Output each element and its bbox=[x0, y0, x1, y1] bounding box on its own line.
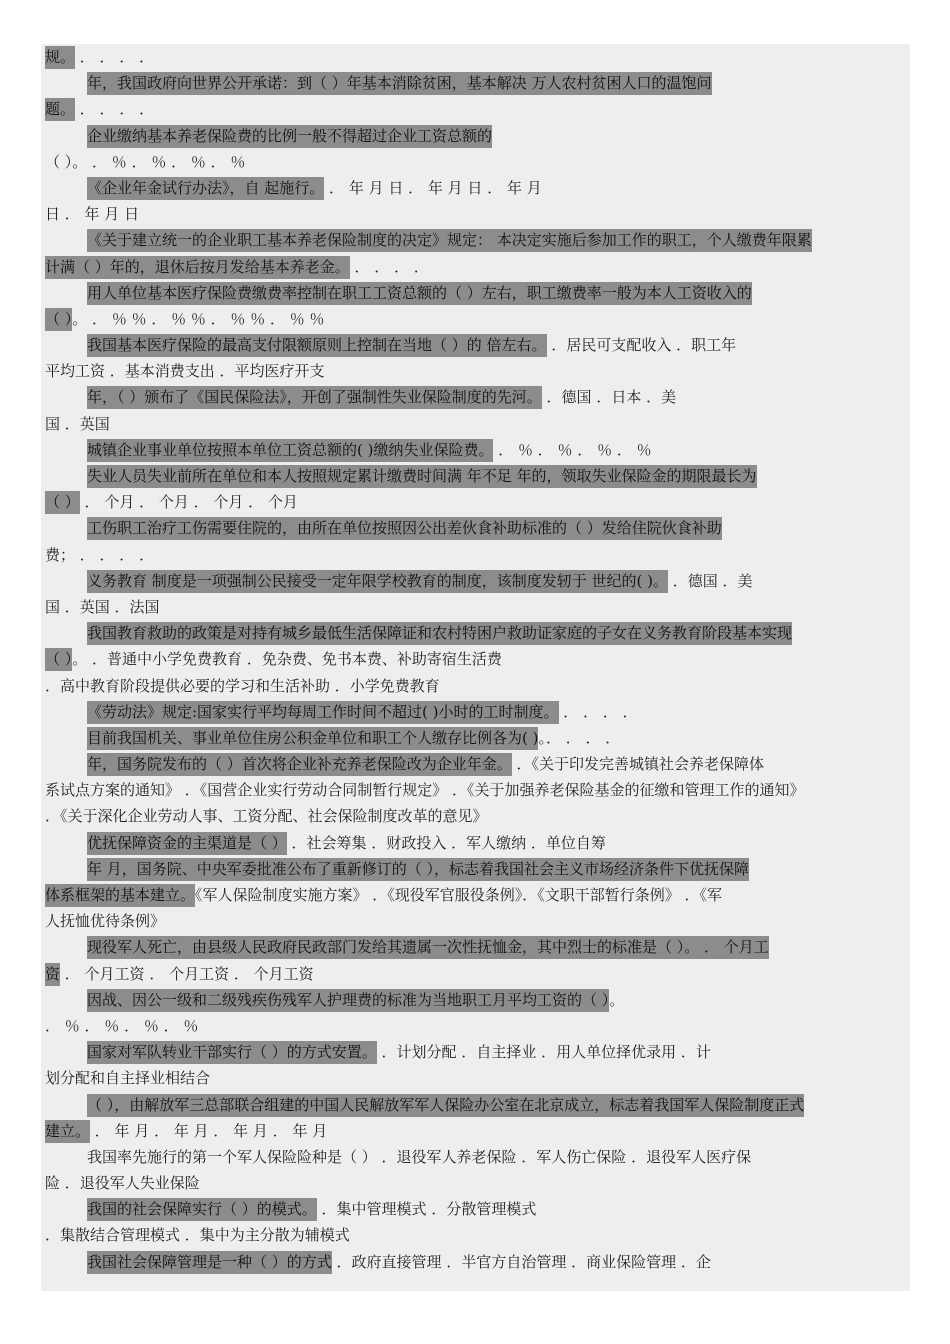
text-line bbox=[41, 1039, 910, 1065]
text-line bbox=[41, 699, 910, 725]
highlighted-question: 建立。 bbox=[45, 1120, 90, 1143]
text-line bbox=[41, 1092, 910, 1118]
answer-options: 人抚恤优待条例》 bbox=[45, 912, 166, 931]
highlighted-question: 国家对军队转业干部实行（ ）的方式安置。 bbox=[87, 1041, 377, 1064]
answer-options: ． ． ． ． bbox=[75, 100, 155, 119]
text-line bbox=[41, 725, 910, 751]
answer-options: ．居民可支配收入 ．职工年 bbox=[546, 336, 737, 355]
highlighted-question: 义务教育 制度是一项强制公民接受一定年限学校教育的制度，该制度发轫于 世纪的( )。 bbox=[87, 570, 668, 593]
answer-options: 险 ．退役军人失业保险 bbox=[45, 1174, 200, 1193]
highlighted-question: （ ），由解放军三总部联合组建的中国人民解放军军人保险办公室在北京成立，标志着我国军人保险制度正式 bbox=[87, 1094, 804, 1117]
highlighted-question: 用人单位基本医疗保险费缴费率控制在职工工资总额的（ ）左右，职工缴费率一般为本人工资收入的 bbox=[87, 282, 752, 305]
highlighted-question: 目前我国机关、事业单位住房公积金单位和职工个人缴存比例各为( ) bbox=[87, 727, 538, 750]
text-line bbox=[41, 1196, 910, 1222]
text-line bbox=[41, 934, 910, 960]
text-line bbox=[41, 411, 910, 437]
highlighted-question: 资 bbox=[45, 963, 60, 986]
text-line bbox=[41, 830, 910, 856]
text-line bbox=[41, 1118, 910, 1144]
answer-options: ．集散结合管理模式 ．集中为主分散为辅模式 bbox=[45, 1226, 350, 1245]
text-line bbox=[41, 751, 910, 777]
answer-options: 系试点方案的通知》 ．《国营企业实行劳动合同制暂行规定》 ．《关于加强养老保险基金的征缴和管理工作的通知》 bbox=[45, 781, 805, 800]
answer-options: ．《关于印发完善城镇社会养老保障体 bbox=[511, 755, 765, 774]
highlighted-question: 年，（ ）颁布了《国民保险法》，开创了强制性失业保险制度的先河。 bbox=[87, 386, 542, 409]
highlighted-question: 我国基本医疗保险的最高支付限额原则上控制在当地（ ）的 倍左右。 bbox=[87, 334, 547, 357]
answer-options: ．计划分配 ．自主择业 ．用人单位择优录用 ．计 bbox=[376, 1043, 711, 1062]
answer-options: ．德国 ．美 bbox=[668, 571, 753, 590]
text-line bbox=[41, 856, 910, 882]
text-line bbox=[41, 1013, 910, 1039]
highlighted-question: 我国教育救助的政策是对持有城乡最低生活保障证和农村特困户救助证家庭的子女在义务教育阶段基本实现 bbox=[87, 622, 792, 645]
text-line bbox=[41, 437, 910, 463]
answer-options: ．《关于深化企业劳动人事、工资分配、社会保险制度改革的意见》 bbox=[45, 807, 488, 826]
highlighted-question: （ ） bbox=[45, 648, 72, 671]
text-line bbox=[41, 306, 910, 332]
document-page bbox=[41, 44, 910, 1291]
text-line bbox=[41, 1065, 910, 1091]
highlighted-question: 优抚保障资金的主渠道是（ ） bbox=[87, 832, 287, 855]
text-line bbox=[41, 515, 910, 541]
highlighted-question: 规。 bbox=[45, 46, 75, 69]
text-line bbox=[41, 673, 910, 699]
answer-options: 。． ． ． ． bbox=[538, 728, 621, 747]
answer-options: 我国率先施行的第一个军人保险险种是（ ） ．退役军人养老保险 ．军人伤亡保险 ．退役军人医疗保 bbox=[87, 1147, 752, 1166]
text-line bbox=[41, 1144, 910, 1170]
highlighted-question: 年 月，国务院、中央军委批准公布了重新修订的（ ），标志着我国社会主义市场经济条件下优抚保障 bbox=[87, 858, 749, 881]
answer-options: 《军人保险制度实施方案》 ．《现役军官服役条例》．《文职干部暂行条例》 ．《军 bbox=[195, 886, 723, 904]
highlighted-question: 现役军人死亡，由县级人民政府民政部门发给其遗属一次性抚恤金，其中烈士的标准是（ ）。 ． 个月工 bbox=[87, 936, 769, 959]
text-line bbox=[41, 280, 910, 306]
answer-options: （ ）。 ． ％ ． ％ ． ％ ． ％ bbox=[45, 152, 246, 171]
text-line bbox=[41, 489, 910, 515]
answer-options: 日 ． 年 月 日 bbox=[45, 205, 140, 224]
answer-options: 费； ． ． ． ． bbox=[45, 545, 155, 564]
text-line bbox=[41, 646, 910, 672]
answer-options: ． 年 月 日 ． 年 月 日 ． 年 月 bbox=[324, 178, 542, 197]
highlighted-question: 年，我国政府向世界公开承诺：到（ ）年基本消除贫困，基本解决 万人农村贫困人口的温饱问 bbox=[87, 72, 712, 95]
text-line bbox=[41, 1170, 910, 1196]
answer-options: ． 个月 ． 个月 ． 个月 ． 个月 bbox=[79, 493, 298, 512]
text-line bbox=[41, 803, 910, 829]
answer-options: ． 年 月 ． 年 月 ． 年 月 ． 年 月 bbox=[90, 1121, 328, 1140]
text-line bbox=[41, 175, 910, 201]
highlighted-question: 体系框架的基本建立。 bbox=[45, 884, 195, 907]
highlighted-question: 失业人员失业前所在单位和本人按照规定累计缴费时间满 年不足 年的，领取失业保险金的期限最长为 bbox=[87, 465, 757, 488]
answer-options: ．政府直接管理 ．半官方自治管理 ．商业保险管理 ．企 bbox=[331, 1252, 711, 1271]
answer-options: ．社会筹集 ．财政投入 ．军人缴纳 ．单位自筹 bbox=[286, 833, 606, 852]
highlighted-question: 《企业年金试行办法》，自 起施行。 bbox=[87, 177, 324, 200]
answer-options: 国 ．英国 ．法国 bbox=[45, 597, 160, 616]
highlighted-question: 计满（ ）年的，退休后按月发给基本养老金。 bbox=[45, 256, 350, 279]
answer-options: 平均工资 ．基本消费支出 ．平均医疗开支 bbox=[45, 362, 325, 381]
highlighted-question: 《劳动法》规定:国家实行平均每周工作时间不超过( )小时的工时制度。 bbox=[87, 701, 559, 724]
answer-options: 。 ． ％ ％ ． ％ ％ ． ％ ％ ． ％ ％ bbox=[72, 309, 325, 328]
highlighted-question: 年，国务院发布的（ ）首次将企业补充养老保险改为企业年金。 bbox=[87, 753, 512, 776]
answer-options: ． ％ ． ％ ． ％ ． ％ bbox=[493, 440, 652, 459]
highlighted-question: 题。 bbox=[45, 98, 75, 121]
text-line bbox=[41, 620, 910, 646]
text-line bbox=[41, 568, 910, 594]
highlighted-question: 企业缴纳基本养老保险费的比例一般不得超过企业工资总额的 bbox=[87, 125, 492, 148]
highlighted-question: 工伤职工治疗工伤需要住院的，由所在单位按照因公出差伙食补助标准的（ ）发给住院伙食补助 bbox=[87, 517, 722, 540]
text-line bbox=[41, 254, 910, 280]
answer-options: ． ． ． ． bbox=[75, 48, 155, 66]
text-line bbox=[41, 332, 910, 358]
text-line bbox=[41, 70, 910, 96]
highlighted-question: 因战、因公一级和二级残疾伤残军人护理费的标准为当地职工月平均工资的（ ） bbox=[87, 989, 609, 1012]
answer-options: ．集中管理模式 ．分散管理模式 bbox=[316, 1200, 537, 1219]
answer-options: ． 个月工资 ． 个月工资 ． 个月工资 bbox=[60, 964, 314, 983]
text-line bbox=[41, 908, 910, 934]
answer-options: 。 ．普通中小学免费教育 ．免杂费、免书本费、补助寄宿生活费 bbox=[72, 650, 502, 669]
answer-options: ． ％ ． ％ ． ％ ． ％ bbox=[45, 1016, 199, 1035]
text-line bbox=[41, 201, 910, 227]
text-line bbox=[41, 1222, 910, 1248]
text-line bbox=[41, 987, 910, 1013]
answer-options: ． ． ． ． bbox=[349, 257, 429, 276]
highlighted-question: 城镇企业事业单位按照本单位工资总额的( )缴纳失业保险费。 bbox=[87, 439, 493, 462]
text-line bbox=[41, 463, 910, 489]
answer-options: ．高中教育阶段提供必要的学习和生活补助 ．小学免费教育 bbox=[45, 676, 440, 695]
text-line bbox=[41, 542, 910, 568]
text-line bbox=[41, 777, 910, 803]
answer-options: 。 bbox=[609, 990, 625, 1009]
highlighted-question: 《关于建立统一的企业职工基本养老保险制度的决定》规定： 本决定实施后参加工作的职工，个人缴费年限累 bbox=[87, 229, 812, 252]
answer-options: ．德国 ．日本 ．美 bbox=[541, 388, 677, 407]
answer-options: 国 ．英国 bbox=[45, 414, 110, 433]
highlighted-question: 我国的社会保障实行（ ）的模式。 bbox=[87, 1198, 317, 1221]
text-line bbox=[41, 123, 910, 149]
answer-options: ． ． ． ． bbox=[558, 702, 638, 721]
text-line bbox=[41, 882, 910, 908]
highlighted-question: （ ） bbox=[45, 491, 80, 514]
text-line bbox=[41, 227, 910, 253]
text-line bbox=[41, 961, 910, 987]
text-line bbox=[41, 594, 910, 620]
text-line bbox=[41, 96, 910, 122]
text-line bbox=[41, 149, 910, 175]
text-line bbox=[41, 1249, 910, 1275]
text-line bbox=[41, 358, 910, 384]
text-line bbox=[41, 44, 910, 70]
text-line bbox=[41, 384, 910, 410]
answer-options: 划分配和自主择业相结合 bbox=[45, 1069, 211, 1088]
highlighted-question: （ ） bbox=[45, 308, 72, 331]
highlighted-question: 我国社会保障管理是一种（ ）的方式 bbox=[87, 1251, 332, 1274]
